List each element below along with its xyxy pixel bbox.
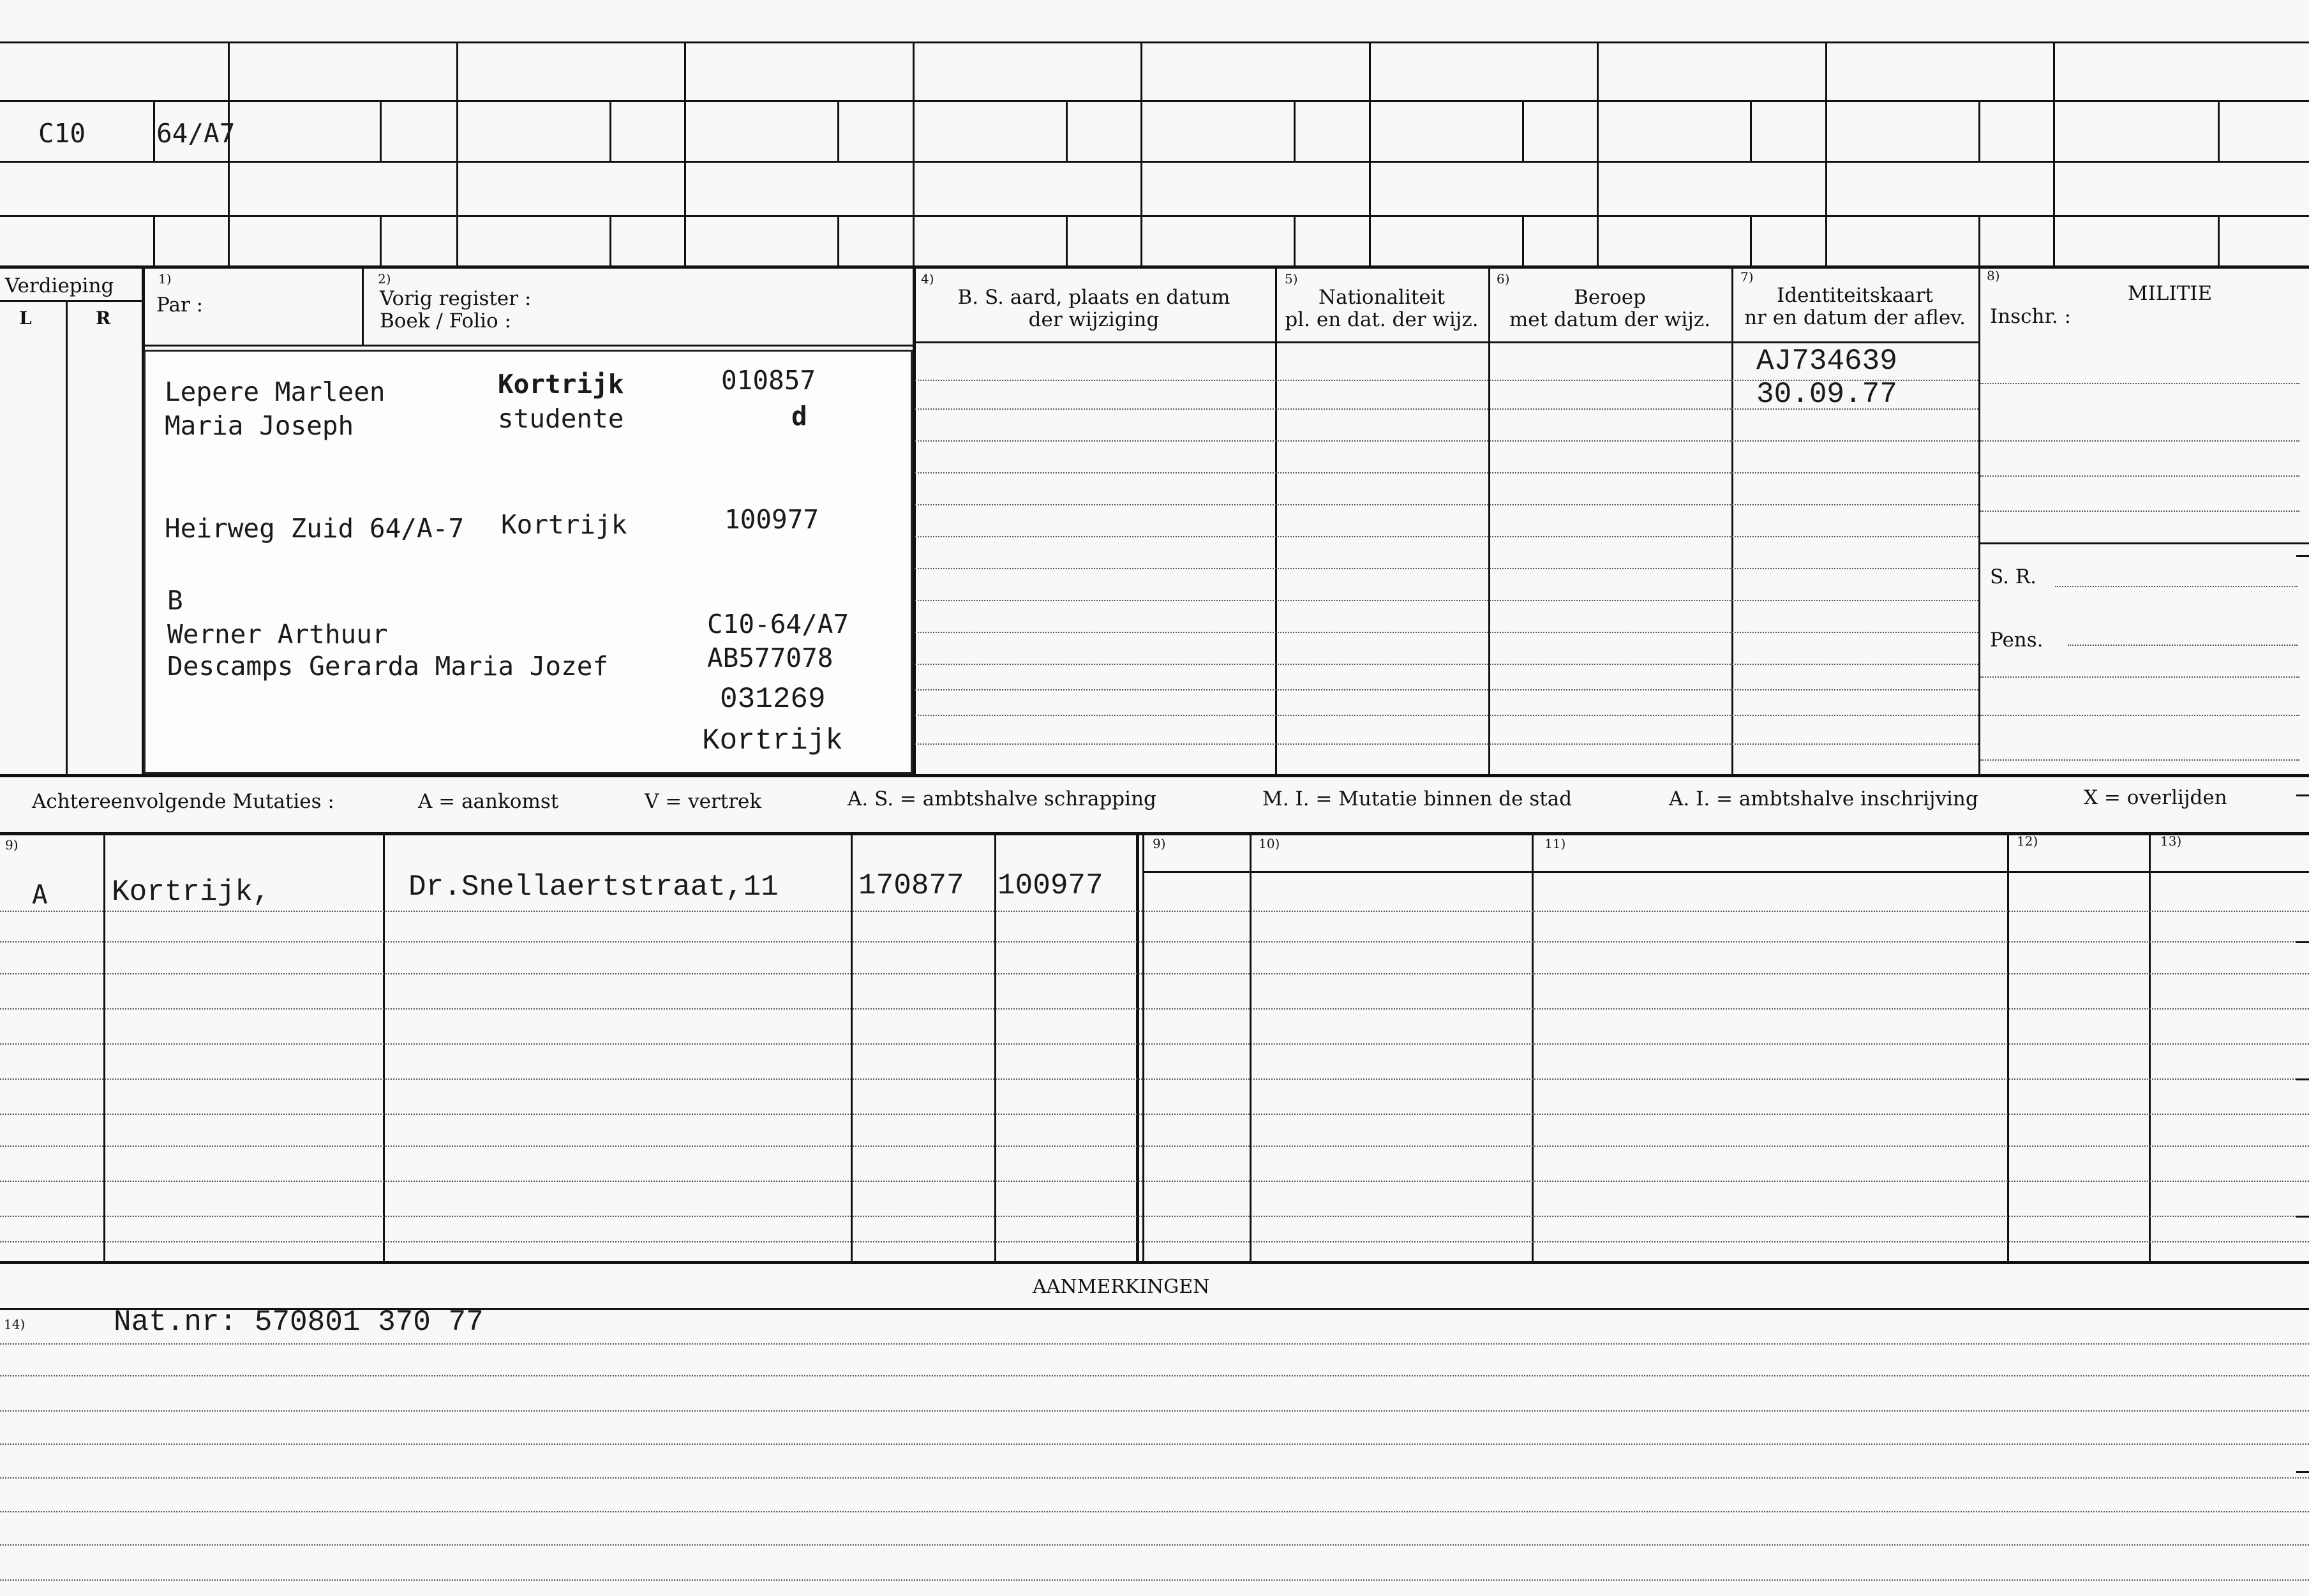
verdieping-label: Verdieping [5,274,114,297]
h7-num: 7) [1740,269,1754,285]
remarks-num: 14) [4,1316,26,1332]
grid-line [0,41,2309,43]
given-names: Maria Joseph [165,410,354,441]
h5-line1: Nationaliteit [1318,286,1446,309]
vorig-register-label: Vorig register : [380,287,532,310]
mutation-from: Kortrijk, [112,876,271,909]
boek-folio-label: Boek / Folio : [380,310,511,332]
legend-mi: M. I. = Mutatie binnen de stad [1262,787,1573,810]
birthplace: Kortrijk [498,369,624,399]
h7-line2: nr en datum der aflev. [1744,306,1966,329]
legend-a: A = aankomst [418,790,559,813]
grid-line [0,161,2309,163]
legend-as: A. S. = ambtshalve schrapping [848,787,1156,810]
mutation-address: Dr.Snellaertstraat,11 [408,870,779,904]
h5-num: 5) [1285,271,1298,287]
floor-r-label: R [96,308,111,329]
h8-num: 8) [1987,268,2000,283]
occupation: studente [498,403,624,434]
legend-title: Achtereenvolgende Mutaties : [32,790,334,813]
pens-label: Pens. [1990,629,2044,652]
grid-line [0,215,2309,217]
sr-label: S. R. [1990,565,2037,588]
id-card-number: AJ734639 [1756,345,1897,378]
address-date: 100977 [724,504,819,535]
house-number: 64/A7 [156,118,235,149]
ref-1: C10-64/A7 [707,609,849,639]
par-label: Par : [156,294,204,317]
col13-num: 13) [2160,833,2182,849]
civil-status: d [791,401,807,431]
mutation-type: A [32,879,48,910]
legend-x: X = overlijden [2084,786,2227,809]
mutation-date-2: 100977 [998,869,1103,902]
inschr-label: Inschr. : [1990,305,2072,328]
h6-num: 6) [1497,271,1510,287]
legend-ai: A. I. = ambtshalve inschrijving [1669,787,1978,810]
col9-num: 9) [5,837,19,853]
h2-num: 2) [378,271,391,287]
col9b-num: 9) [1153,836,1166,851]
remarks-title: AANMERKINGEN [1033,1276,1210,1298]
father: Werner Arthuur [167,619,388,650]
building-code: C10 [38,118,86,149]
h7-line1: Identiteitskaart [1777,284,1933,307]
mutation-date-1: 170877 [858,869,964,902]
h4-line2: der wijziging [1028,308,1160,331]
h6-line2: met datum der wijz. [1509,308,1711,331]
h4-line1: B. S. aard, plaats en datum [957,286,1230,309]
address: Heirweg Zuid 64/A-7 [165,513,464,544]
floor-l-label: L [19,308,32,329]
grid-line [0,100,2309,102]
city-3: Kortrijk [702,724,843,757]
id-card-date: 30.09.77 [1756,378,1897,411]
h4-num: 4) [921,271,934,287]
col10-num: 10) [1259,836,1280,851]
h6-line1: Beroep [1574,286,1646,309]
h1-num: 1) [158,271,172,287]
col11-num: 11) [1544,836,1566,851]
mother: Descamps Gerarda Maria Jozef [167,651,609,682]
ref-2: AB577078 [707,643,833,673]
remarks-text: Nat.nr: 570801 370 77 [114,1306,484,1339]
h5-line2: pl. en dat. der wijz. [1285,308,1479,331]
legend-v: V = vertrek [645,790,762,813]
date-3: 031269 [720,683,826,716]
militie-label: MILITIE [2127,282,2213,305]
person-name: Lepere Marleen [165,377,385,407]
address-city: Kortrijk [501,509,627,540]
relation-code: B [167,585,183,616]
col12-num: 12) [2017,833,2038,849]
birthdate: 010857 [721,365,816,396]
grid-line [0,265,2309,269]
